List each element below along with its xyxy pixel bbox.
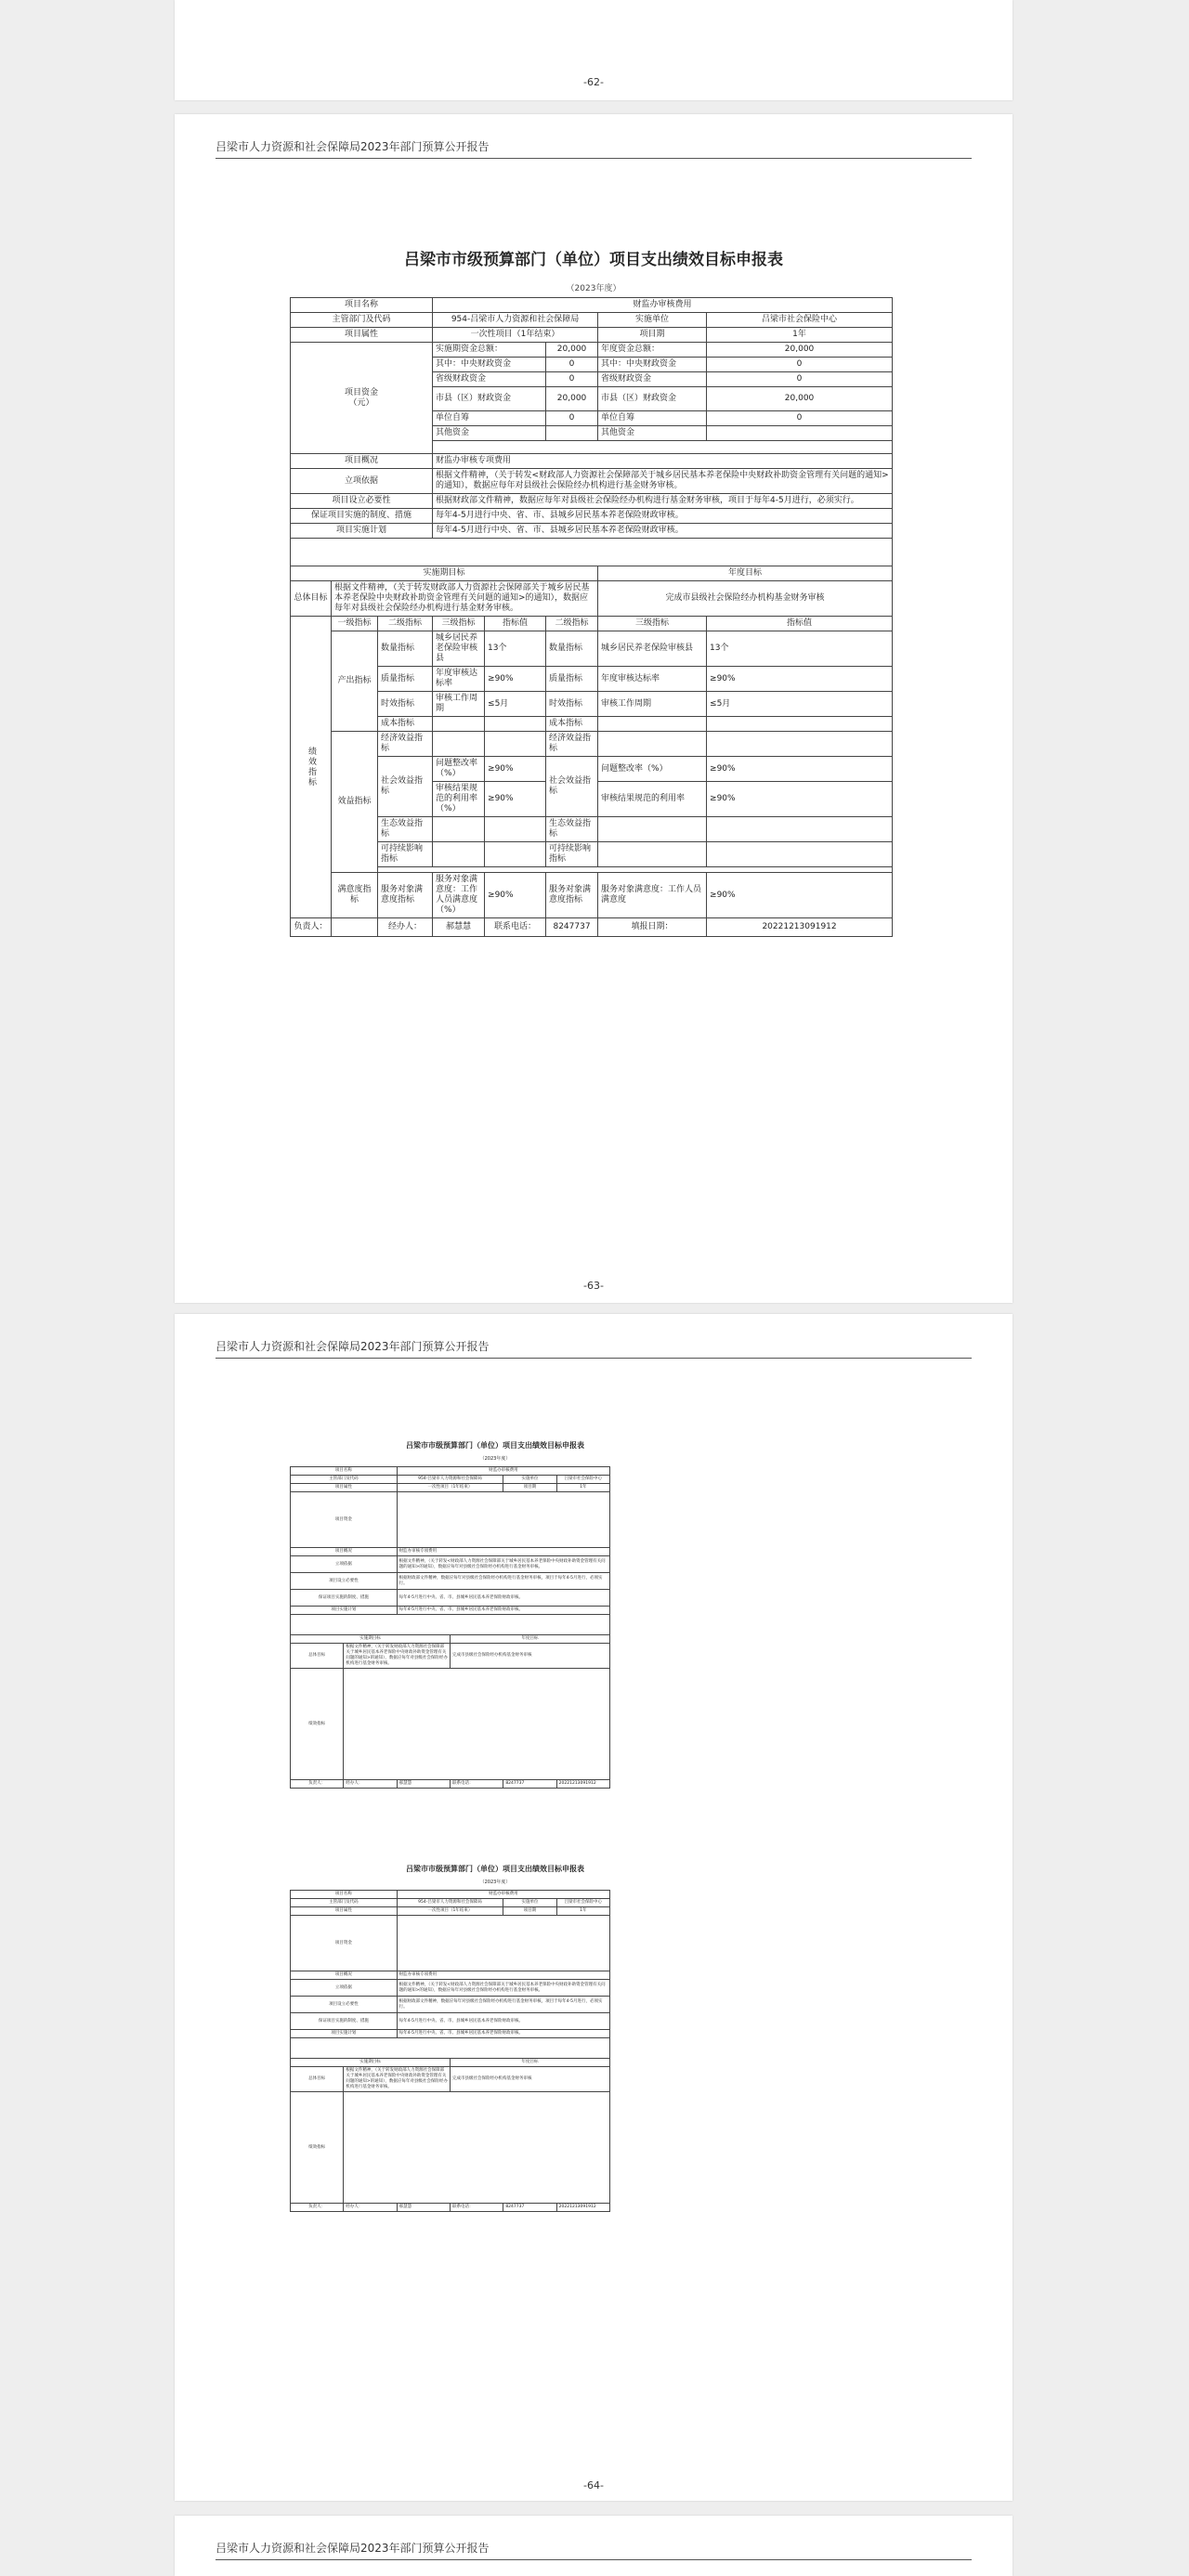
page-65 <box>175 2516 1013 2576</box>
running-header: 吕梁市人力资源和社会保障局2023年部门预算公开报告 <box>216 2540 972 2560</box>
project-name: 财监办审核费用 <box>433 298 893 313</box>
page-number: -64- <box>583 2479 604 2491</box>
form-title: 吕梁市市级预算部门（单位）项目支出绩效目标申报表 <box>404 251 783 269</box>
mini-form-title-2: 吕梁市市级预算部门（单位）项目支出绩效目标申报表 <box>406 1865 584 1873</box>
mini-table-2: 项目名称 财监办审核费用 主管部门及代码 954-吕梁市人力资源和社会保障局 实施单位 吕梁市社会保险中心 项目属性 一次性项目（1年结束） 项目期 1年 项目资金 项目概况 财监办审核专项费用 立项依据 根据文件精神，（关于转发<财政部人力资源社会保障部关于城乡居民基本养老保险中央财政补助资金管理有关问题的通知>的通知），数据应每年对县级社会保险经办机构进行基金财务审核。 项目设立必要性 根据财政部文件精神，数据应每年对县级社会保险经办机构进行基金财务审核，项目于每年4-5月进行，必须实行。 保证项目实施的制度、措施 每年4-5月进行中央、省、市、县城乡居民基本养老保险财政审核。 项目实施计划 每年4-5月进行中央、省、市、县城乡居民基本养老保险财政审核。 实施期目标 年度目标 总体目标 根据文件精神，（关于转发财政部人力资源社会保障部关于城乡居民基本养老保险中央财政补助资金管理有关问题的通知>的通知），数据应每年对县级社会保险经办机构进行基金财务审核。 完成市县级社会保险经办机构基金财务审核 绩效指标 负责人： 经办人： 郝慧慧 联系电话： 8247737 20221213091912 <box>290 1890 610 2212</box>
running-header: 吕梁市人力资源和社会保障局2023年部门预算公开报告 <box>216 1338 972 1359</box>
page-number: -63- <box>583 1280 604 1292</box>
page-64: 吕梁市人力资源和社会保障局2023年部门预算公开报告 吕梁市市级预算部门（单位）项目支出绩效目标申报表 （2023年度） 项目名称 财监办审核费用 主管部门及代码 954-吕梁市人力资源和社会保障局 实施单位 吕梁市社会保险中心 项目属性 一次性项目（1年结束） 项目期 1年 项目资金 项目概况 财监办审核专项费用 立项依据 根据文件精神，（关于转发<财政部人力资源社会保障部关于城乡居民基本养老保险中央财政补助资金管理有关问题的通知>的通知），数据应每年对县级社会保险经办机构进行基金财务审核。 项目设立必要性 根据财政部文件精神，数据应每年对县级社会保险经办机构进行基金财务审核，项目于每年4-5月进行，必须实行。 保证项目实施的制度、措施 每年4-5月进行中央、省、市、县城乡居民基本养老保险财政审核。 项目实施计划 每年4-5月进行中央、省、市、县城乡居民基本养老保险财政审核。 实施期目标 年度目标 总体目标 根据文件精神，（关于转发财政部人力资源社会保障部关于城乡居民基本养老保险中央财政补助资金管理有关问题的通知>的通知），数据应每年对县级社会保险经办机构进行基金财务审核。 完成市县级社会保险经办机构基金财务审核 绩效指标 负责人： 经办人： 郝慧慧 联系电话： 8247737 20221213091912 吕梁市市级预算部门（单位）项目支出绩效目标申报表 （2023年度） 项目名称 财监办审核费用 主管部门及代码 954-吕梁市人力资源和社会保障局 实施单位 吕梁市社会保险中心 项目属性 一次性项目（1年结束） 项目期 1年 项目资金 项目概况 财监办审核专项费用 立项依据 根据文件精神，（关于转发<财政部人力资源社会保障部关于城乡居民基本养老保险中央财政补助资金管理有关问题的通知>的通知），数据应每年对县级社会保险经办机构进行基金财务审核。 项目设立必要性 根据财政部文件精神，数据应每年对县级社会保险经办机构进行基金财务审核，项目于每年4-5月进行，必须实行。 保证项目实施的制度、措施 每年4-5月进行中央、省、市、县城乡居民基本养老保险财政审核。 项目实施计划 每年4-5月进行中央、省、市、县城乡居民基本养老保险财政审核。 实施期目标 年度目标 总体目标 根据文件精神，（关于转发财政部人力资源社会保障部关于城乡居民基本养老保险中央财政补助资金管理有关问题的通知>的通知），数据应每年对县级社会保险经办机构进行基金财务审核。 完成市县级社会保险经办机构基金财务审核 绩效指标 负责人： 经办人： 郝慧慧 联系电话： 8247737 20221213091912 -64- <box>175 1314 1013 2501</box>
page-63 <box>175 114 1013 1303</box>
mini-form-title: 吕梁市市级预算部门（单位）项目支出绩效目标申报表 <box>406 1441 584 1450</box>
page-number: -62- <box>583 76 604 88</box>
performance-table: 项目名称 财监办审核费用 主管部门及代码 954-吕梁市人力资源和社会保障局 实施单位 吕梁市社会保险中心 项目属性 一次性项目（1年结束） 项目期 1年 项目资金 （元） 实施期资金总额： 20,000 年度资金总额： 20,000 其中：中央财政资金 0 其中：中央财政资金 0 省级财政资金 0 省级财政资金 0 市县（区）财政资金 20,000 市县（区）财政资金 20,000 单位自筹 0 单位自筹 0 其他资金 其他资金 项目概况 财监办审核专项费用 立项依据 根据文件精神，（关于转发<财政部人力资源社会保障部关于城乡居民基本养老保险中央财政补助资金管理有关问题的通知>的通知），数据应每年对县级社会保险经办机构进行基金财务审核。 项目设立必要性 根据财政部文件精神，数据应每年对县级社会保险经办机构进行基金财务审核，项目于每年4-5月进行，必须实行。 保证项目实施的制度、措施 每年4-5月进行中央、省、市、县城乡居民基本养老保险财政审核。 项目实施计划 每年4-5月进行中央、省、市、县城乡居民基本养老保险财政审核。 实施期目标 年度目标 总体目标 根据文件精神，（关于转发财政部人力资源社会保障部关于城乡居民基本养老保险中央财政补助资金管理有关问题的通知>的通知），数据应每年对县级社会保险经办机构进行基金财务审核。 完成市县级社会保险经办机构基金财务审核 绩效指标 一级指标 二级指标 三级指标 指标值 二级指标 三级指标 指标值 产出指标 数量指标 城乡居民养老保险审核县 13个 数量指标 城乡居民养老保险审核县 13个 质量指标 年度审核达标率 ≥90% 质量指标 年度审核达标率 ≥90% 时效指标 审核工作周期 ≤5月 时效指标 审核工作周期 ≤5月 成本指标 成本指标 效益指标 经济效益指标 经济效益指标 社会效益指标 问题整改率（%） ≥90% 社会效益指标 问题整改率（%） ≥90% 审核结果规范的利用率（%） ≥90% 审核结果规范的利用率 ≥90% 生态效益指标 生态效益指标 可持续影响指标 可持续影响指标 满意度指标 服务对象满意度指标 服务对象满意度：工作人员满意度（%） ≥90% 服务对象满意度指标 服务对象满意度：工作人员满意度 ≥90% 负责人： 经办人： 郝慧慧 联系电话： 8247737 填报日期： 20221213091912 <box>290 297 893 937</box>
running-header: 吕梁市人力资源和社会保障局2023年部门预算公开报告 <box>216 138 972 159</box>
form-year: （2023年度） <box>566 284 621 293</box>
page-62 <box>175 0 1013 100</box>
mini-table-1: 项目名称 财监办审核费用 主管部门及代码 954-吕梁市人力资源和社会保障局 实施单位 吕梁市社会保险中心 项目属性 一次性项目（1年结束） 项目期 1年 项目资金 项目概况 财监办审核专项费用 立项依据 根据文件精神，（关于转发<财政部人力资源社会保障部关于城乡居民基本养老保险中央财政补助资金管理有关问题的通知>的通知），数据应每年对县级社会保险经办机构进行基金财务审核。 项目设立必要性 根据财政部文件精神，数据应每年对县级社会保险经办机构进行基金财务审核，项目于每年4-5月进行，必须实行。 保证项目实施的制度、措施 每年4-5月进行中央、省、市、县城乡居民基本养老保险财政审核。 项目实施计划 每年4-5月进行中央、省、市、县城乡居民基本养老保险财政审核。 实施期目标 年度目标 总体目标 根据文件精神，（关于转发财政部人力资源社会保障部关于城乡居民基本养老保险中央财政补助资金管理有关问题的通知>的通知），数据应每年对县级社会保险经办机构进行基金财务审核。 完成市县级社会保险经办机构基金财务审核 绩效指标 负责人： 经办人： 郝慧慧 联系电话： 8247737 20221213091912 <box>290 1466 610 1789</box>
